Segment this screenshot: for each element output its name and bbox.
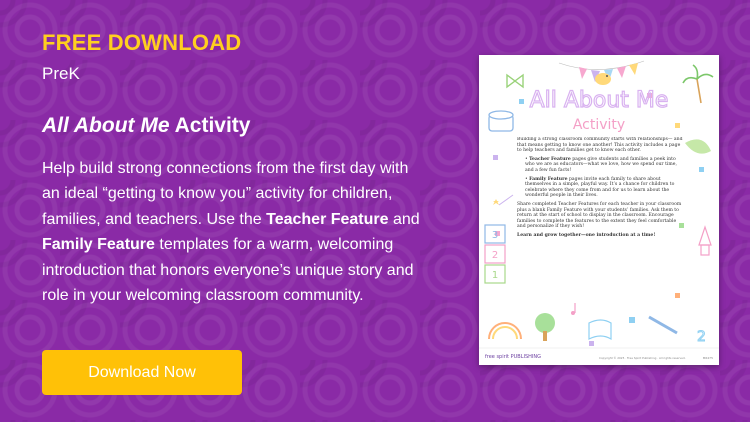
grade-level: PreK xyxy=(42,64,80,83)
activity-title xyxy=(42,114,442,138)
document-bullet: • Family Feature pages invite each family to share about themselves in a simple, playful way. It’s a chance for children to celebrate where they come from and for us to learn about the wonderful people in their lives. xyxy=(525,176,675,199)
document-copyright: Copyright © 2025 · Free Spirit Publishing · All rights reserved. xyxy=(599,356,686,360)
block-number: 1 xyxy=(491,270,499,281)
palm-tree-icon xyxy=(683,65,713,103)
document-title: All About Me xyxy=(529,88,669,113)
desc-part-bold: Teacher Feature xyxy=(266,210,389,228)
leaf-icon xyxy=(685,139,711,153)
shooting-star-icon xyxy=(493,195,513,205)
activity-title-rest: Activity xyxy=(169,114,251,137)
desc-part: Help build strong connections from the first day with an ideal “getting to know you” activity for children, families, and teachers. Use the xyxy=(42,160,409,228)
document-page-id: M6475 xyxy=(702,356,713,360)
bird-icon xyxy=(595,73,611,85)
number-blocks-icon xyxy=(485,225,505,283)
publisher-logo: free spirit PUBLISHING xyxy=(485,354,541,360)
document-bullet: • Teacher Feature pages give students and families a peek into who we are as educators—what we love, how we spend our time, and a few fun facts! xyxy=(525,156,677,173)
desc-part-bold: Family Feature xyxy=(42,236,155,254)
bullet-label: Family Feature xyxy=(529,176,568,182)
number-two-icon: 2 xyxy=(697,329,706,345)
activity-description xyxy=(42,156,427,308)
document-closing: Learn and grow together—one introduction at a time! xyxy=(517,232,656,238)
block-number: 2 xyxy=(491,250,499,261)
free-download-label: FREE DOWNLOAD xyxy=(42,30,242,55)
desc-part: and xyxy=(388,210,420,228)
document-share: Share completed Teacher Features for each teacher in your classroom plus a blank Family Feature with your students’ families. Ask them to return at the start of school to display in the classroom. Encourage families to complete the features to the extent they feel comfortable and personalize if they wish! xyxy=(517,201,682,230)
document-subtitle: Activity xyxy=(572,117,626,133)
bullet-label: Teacher Feature xyxy=(529,156,571,162)
desc-part: templates for a warm, welcoming introduction that honors everyone’s unique story and role in your welcoming classroom community. xyxy=(42,236,414,305)
document-intro: Building a strong classroom community starts with relationships— and that means getting to know one another! This activity includes a page to help teachers and families get to know each other. xyxy=(517,137,683,154)
activity-title-italic: All About Me xyxy=(42,114,170,137)
banner-copy xyxy=(42,30,442,308)
rocket-icon xyxy=(699,227,711,255)
drum-icon xyxy=(489,111,513,131)
document-preview xyxy=(479,55,719,365)
download-now-button[interactable]: Download Now xyxy=(42,350,242,395)
bullet-text: pages give students and families a peek into who we are as educators—what we love, how we spend our time, and a few fun facts! xyxy=(525,156,677,173)
block-number: 3 xyxy=(491,230,499,241)
bow-icon xyxy=(507,75,523,87)
bullet-text: pages invite each family to share about themselves in a simple, playful way. It’s a chance for children to celebrate where they come from and for us to learn about the wonderful people in their lives. xyxy=(525,176,675,199)
